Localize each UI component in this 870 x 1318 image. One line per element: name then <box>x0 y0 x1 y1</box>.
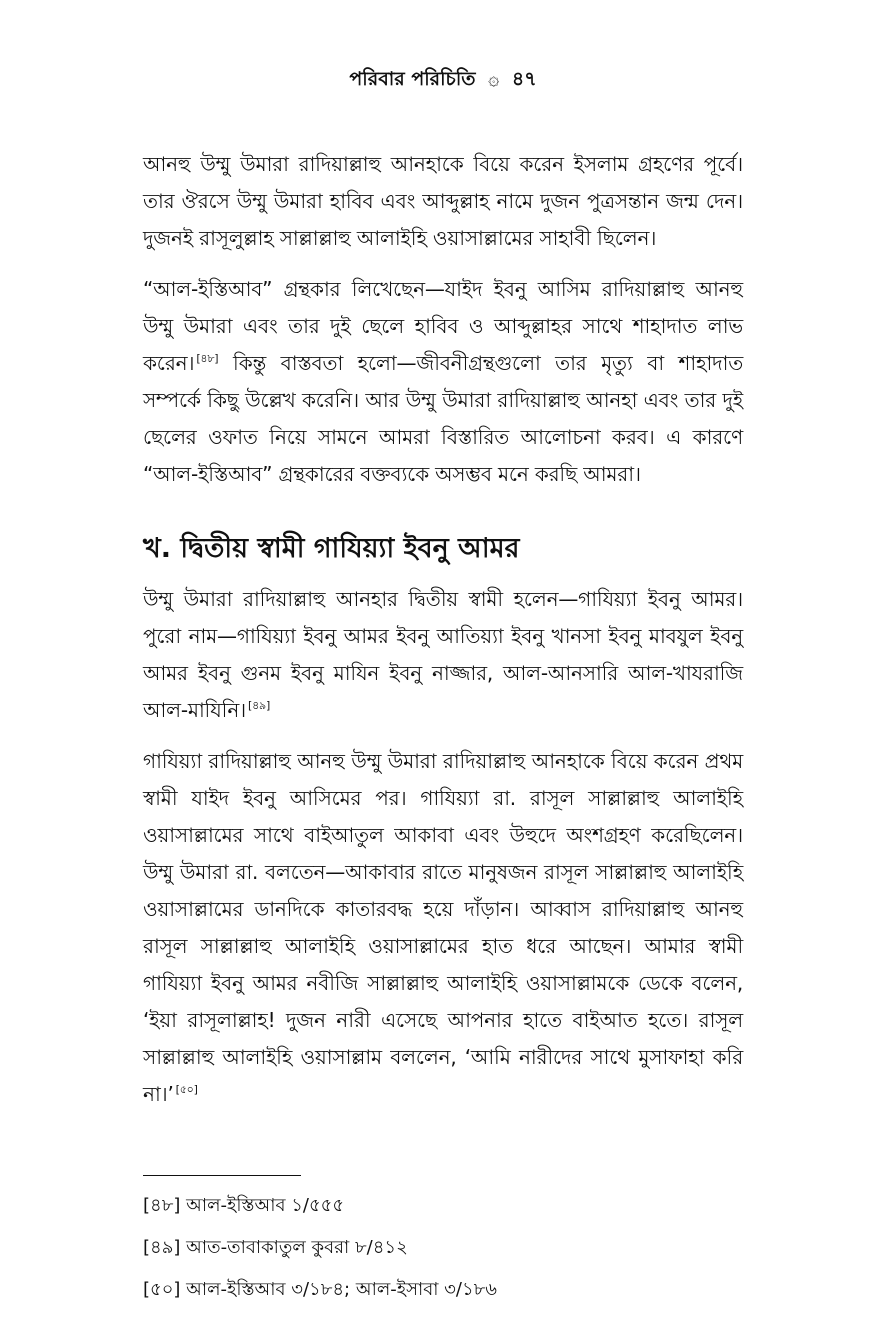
footnote-ref-50[interactable]: [৫০] <box>175 1083 198 1097</box>
footnote-50: [৫০] আল-ইস্তিআব ৩/১৮৪; আল-ইসাবা ৩/১৮৬ <box>143 1279 498 1300</box>
paragraph-4-text: গাযিয়্যা রাদিয়াল্লাহু আনহু উম্মু উমারা রাদিয়াল্লাহু আনহাকে বিয়ে করেন প্রথম স্বামী যাইদ ইবনু আসিমের পর। গাযিয়্যা রা. রাসূল সাল্লাল্লাহু আলাইহি ওয়াসাল্লামের সাথে বাইআতুল আকাবা এবং উহুদে অংশগ্রহণ করেছিলেন। উম্মু উমারা রা. বলতেন—আকাবার রাতে মানুষজন রাসূল সাল্লাল্লাহু আলাইহি ওয়াসাল্লামের ডানদিকে কাতারবদ্ধ হয়ে দাঁড়ান। আব্বাস রাদিয়াল্লাহু আনহু রাসূল সাল্লাল্লাহু আলাইহি ওয়াসাল্লামের হাত ধরে আছেন। আমার স্বামী গাযিয়্যা ইবনু আমর নবীজি সাল্লাল্লাহু আলাইহি ওয়াসাল্লামকে ডেকে বলেন, ‘ইয়া রাসূলাল্লাহ! দুজন নারী এসেছে আপনার হাতে বাইআত হতে। রাসূল সাল্লাল্লাহু আলাইহি ওয়াসাল্লাম বললেন, ‘আমি নারীদের সাথে মুসাফাহা করি না।’ <box>143 749 743 1106</box>
ornament-icon: ۞ <box>488 68 500 90</box>
page-number: ৪৭ <box>511 68 537 90</box>
footnote-ref-49[interactable]: [৪৯] <box>248 699 271 713</box>
footnote-48: [৪৮] আল-ইস্তিআব ১/৫৫৫ <box>143 1195 345 1216</box>
footnote-divider <box>143 1175 301 1176</box>
footnote-ref-48[interactable]: [৪৮] <box>196 352 219 366</box>
paragraph-4 <box>143 743 743 1113</box>
paragraph-1: আনহু উম্মু উমারা রাদিয়াল্লাহু আনহাকে বিয়ে করেন ইসলাম গ্রহণের পূর্বে। তার ঔরসে উম্মু উমারা হাবিব এবং আব্দুল্লাহ নামে দুজন পুত্রসন্তান জন্ম দেন। দুজনই রাসূলুল্লাহ সাল্লাল্লাহু আলাইহি ওয়াসাল্লামের সাহাবী ছিলেন। <box>143 152 743 250</box>
paragraph-2-part-a: “আল-ইস্তিআব” গ্রন্থকার লিখেছেন—যাইদ ইবনু আসিম রাদিয়াল্লাহু আনহু উম্মু উমারা এবং তার দুই ছেলে হাবিব ও আব্দুল্লাহর সাথে শাহাদাত লাভ করেন। <box>143 277 743 375</box>
running-header <box>143 64 743 94</box>
paragraph-3-text: উম্মু উমারা রাদিয়াল্লাহু আনহার দ্বিতীয় স্বামী হলেন—গাযিয়্যা ইবনু আমর। পুরো নাম—গাযিয়্যা ইবনু আমর ইবনু আতিয়্যা ইবনু খানসা ইবনু মাবযুল ইবনু আমর ইবনু গুনম ইবনু মাযিন ইবনু নাজ্জার, আল-আনসারি আল-খাযরাজি আল-মাযিনি। <box>143 587 743 722</box>
footnote-49: [৪৯] আত-তাবাকাতুল কুবরা ৮/৪১২ <box>143 1237 408 1258</box>
paragraph-2-part-b: কিন্তু বাস্তবতা হলো—জীবনীগ্রন্থগুলো তার মৃত্যু বা শাহাদাত সম্পর্কে কিছু উল্লেখ করেনি। আর উম্মু উমারা রাদিয়াল্লাহু আনহা এবং তার দুই ছেলের ওফাত নিয়ে সামনে আমরা বিস্তারিত আলোচনা করব। এ কারণে “আল-ইস্তিআব” গ্রন্থকারের বক্তব্যকে অসম্ভব মনে করছি আমরা। <box>143 351 743 486</box>
book-page <box>143 64 743 1318</box>
paragraph-3 <box>143 581 743 729</box>
paragraph-2 <box>143 271 743 493</box>
section-heading: খ. দ্বিতীয় স্বামী গাযিয়্যা ইবনু আমর <box>143 533 520 564</box>
running-title: পরিবার পরিচিতি <box>349 68 476 90</box>
